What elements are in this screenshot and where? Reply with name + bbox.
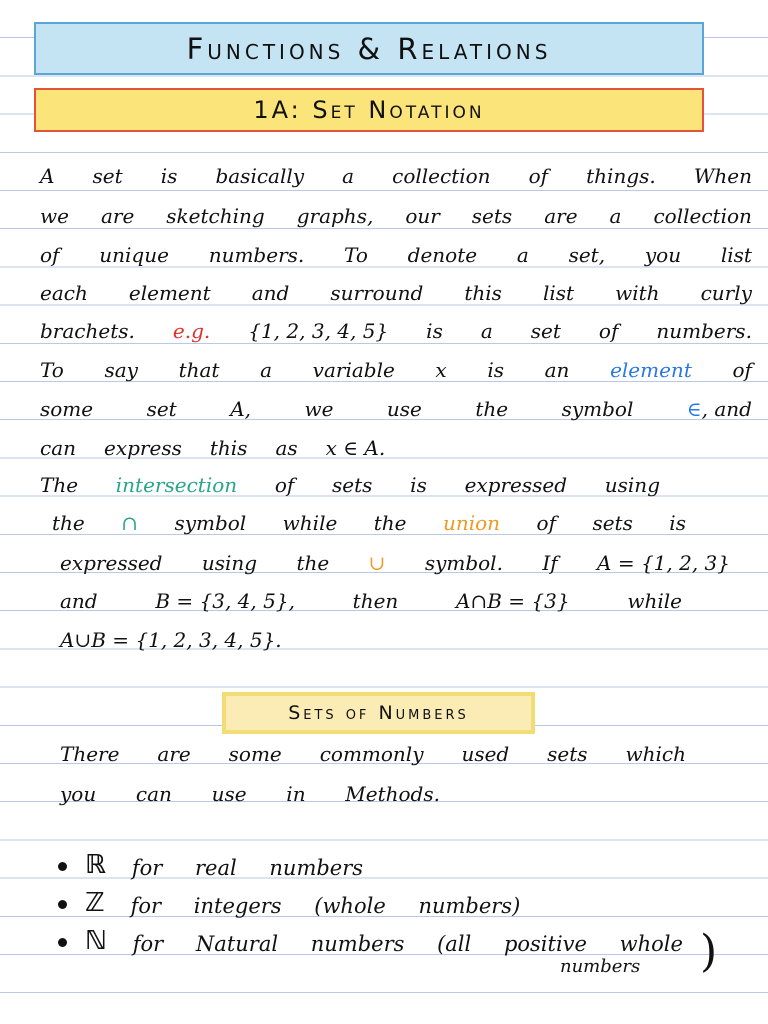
word: symbol	[174, 511, 247, 535]
union-term: union	[442, 511, 501, 535]
word: while	[282, 511, 338, 535]
paragraph-line	[40, 422, 540, 460]
intersection-symbol: ∩	[121, 511, 138, 535]
set-example: {1, 2, 3, 4, 5}	[248, 319, 389, 343]
word: brachets.	[40, 319, 135, 343]
word: set	[146, 397, 177, 421]
word: is	[160, 164, 178, 188]
word: express	[104, 436, 182, 460]
word: To	[344, 243, 368, 267]
word: surround	[330, 281, 424, 305]
word: integers	[193, 894, 282, 918]
word: , and	[701, 397, 752, 421]
word: sets	[471, 204, 513, 228]
word: of	[732, 358, 752, 382]
bullet-icon	[58, 900, 67, 909]
word: Natural	[195, 932, 279, 956]
word: with	[615, 281, 660, 305]
bullet-icon	[58, 938, 67, 947]
word: sketching	[166, 204, 265, 228]
word: basically	[215, 164, 305, 188]
word: numbers)	[418, 894, 521, 918]
word: expressed	[60, 551, 163, 575]
word: while	[627, 589, 682, 613]
word: and	[251, 281, 290, 305]
word: some	[40, 397, 94, 421]
word: as	[275, 436, 298, 460]
paragraph-line	[52, 497, 686, 535]
expression: x ∈ A.	[325, 436, 386, 460]
word: we	[304, 397, 334, 421]
word: Methods.	[345, 782, 440, 806]
word: commonly	[319, 742, 424, 766]
word: a	[609, 204, 622, 228]
word: numbers.	[656, 319, 752, 343]
word: expressed	[464, 473, 568, 497]
word: is	[487, 358, 504, 382]
real-numbers-symbol: ℝ	[85, 850, 106, 880]
word: collection	[653, 204, 752, 228]
word: When	[693, 164, 752, 188]
intersection-result: A∩B = {3}	[456, 589, 570, 613]
word: There	[60, 742, 120, 766]
word: a	[260, 358, 273, 382]
page-title	[34, 22, 704, 75]
word: are	[157, 742, 191, 766]
word: of	[528, 164, 549, 188]
word: collection	[392, 164, 491, 188]
word: denote	[407, 243, 478, 267]
word: of	[598, 319, 619, 343]
word: can	[135, 782, 172, 806]
word: for	[131, 856, 163, 880]
word: in	[286, 782, 306, 806]
word: of	[536, 511, 556, 535]
word: you	[60, 782, 97, 806]
paragraph-line	[40, 267, 752, 305]
word: sets	[547, 742, 588, 766]
natural-numbers-symbol: ℕ	[85, 926, 107, 956]
word: and	[60, 589, 98, 613]
word: then	[352, 589, 399, 613]
word: each	[40, 281, 88, 305]
union-symbol: ∪	[368, 551, 386, 575]
word: A	[40, 164, 55, 188]
word: are	[544, 204, 578, 228]
word: some	[228, 742, 282, 766]
word: the	[296, 551, 330, 575]
word: list	[720, 243, 752, 267]
word: symbol	[561, 397, 634, 421]
word: unique	[99, 243, 169, 267]
word: real	[195, 856, 237, 880]
word: using	[604, 473, 660, 497]
word: sets	[592, 511, 633, 535]
word: numbers	[310, 932, 405, 956]
word: say	[104, 358, 138, 382]
word: A,	[230, 397, 251, 421]
word: a	[516, 243, 529, 267]
word: a	[342, 164, 355, 188]
word: the	[373, 511, 407, 535]
section-subtitle-text: 1A: Set Notation	[253, 96, 485, 124]
paragraph-line	[40, 459, 660, 497]
word: is	[669, 511, 686, 535]
word: of	[40, 243, 60, 267]
word: set	[530, 319, 561, 343]
word: we	[40, 204, 69, 228]
word: our	[405, 204, 440, 228]
paragraph-line	[40, 344, 752, 382]
word: variable	[312, 358, 395, 382]
word: you	[644, 243, 682, 267]
word: numbers	[269, 856, 364, 880]
word: curly	[700, 281, 752, 305]
word: of	[274, 473, 295, 497]
union-result: A∪B = {1, 2, 3, 4, 5}.	[60, 628, 282, 652]
word: (whole	[314, 894, 386, 918]
list-item	[58, 918, 709, 956]
intersection-term: intersection	[115, 473, 238, 497]
word: the	[475, 397, 509, 421]
paragraph-line	[60, 537, 730, 575]
word: are	[100, 204, 135, 228]
word: list	[542, 281, 575, 305]
closing-paren: )	[700, 926, 718, 977]
word: an	[544, 358, 570, 382]
word: this	[464, 281, 502, 305]
bullet-icon	[58, 862, 67, 871]
word: graphs,	[296, 204, 374, 228]
word: is	[426, 319, 443, 343]
word: If	[542, 551, 558, 575]
paragraph-line	[60, 614, 460, 652]
word: numbers.	[208, 243, 305, 267]
word: the	[52, 511, 85, 535]
paragraph-line	[40, 383, 752, 421]
word: things.	[586, 164, 656, 188]
paragraph-line	[40, 190, 752, 228]
paragraph-line	[40, 150, 752, 188]
word: whole	[619, 932, 683, 956]
word: element	[128, 281, 211, 305]
paragraph-line	[60, 768, 440, 806]
word: using	[201, 551, 258, 575]
word: used	[461, 742, 510, 766]
word: (all	[437, 932, 472, 956]
section-subtitle	[34, 88, 704, 132]
word: To	[40, 358, 64, 382]
element-of-symbol: ∈	[686, 397, 702, 421]
word: for	[130, 894, 162, 918]
word: set	[92, 164, 123, 188]
word: that	[178, 358, 220, 382]
eg-label: e.g.	[172, 319, 211, 343]
set-b-definition: B = {3, 4, 5},	[155, 589, 295, 613]
paragraph-line	[40, 229, 752, 267]
word: is	[410, 473, 427, 497]
set-a-definition: A = {1, 2, 3}	[597, 551, 730, 575]
section-heading-text: Sets of Numbers	[288, 702, 469, 724]
variable-x: x	[435, 358, 447, 382]
word: The	[40, 473, 79, 497]
page-title-text: Functions & Relations	[186, 31, 552, 66]
paragraph-line	[60, 728, 686, 766]
word: set,	[568, 243, 606, 267]
paragraph-line	[60, 575, 682, 613]
element-term: element	[610, 358, 692, 382]
list-item	[58, 880, 546, 918]
bullet-continuation: numbers	[560, 956, 641, 977]
word: this	[209, 436, 248, 460]
word: for	[132, 932, 164, 956]
word: can	[40, 436, 77, 460]
word: symbol.	[424, 551, 503, 575]
word: use	[211, 782, 247, 806]
word: which	[625, 742, 686, 766]
paragraph-line	[40, 305, 752, 343]
list-item	[58, 842, 389, 880]
integers-symbol: ℤ	[85, 888, 105, 918]
word: use	[386, 397, 422, 421]
word: positive	[503, 932, 587, 956]
word: sets	[332, 473, 373, 497]
word: a	[480, 319, 493, 343]
